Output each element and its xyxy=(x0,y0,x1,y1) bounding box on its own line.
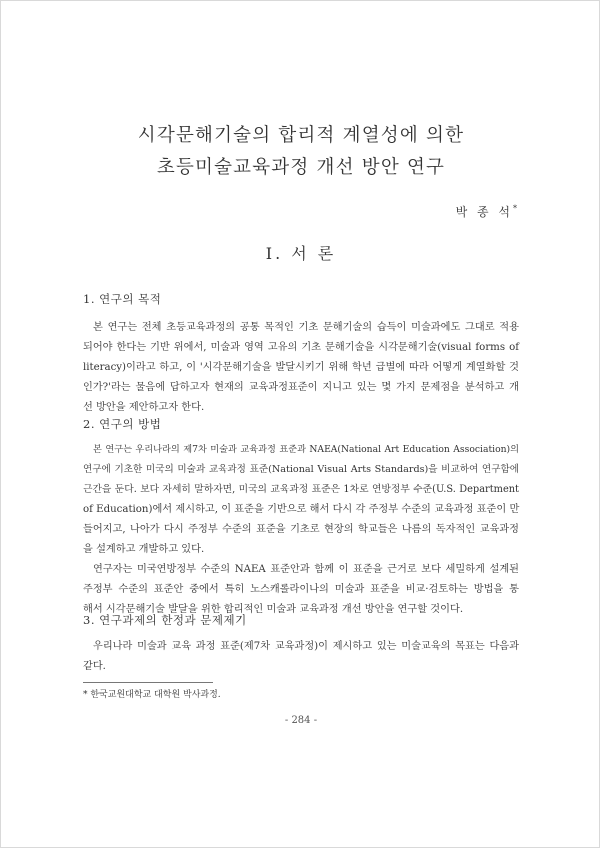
text-line: literacy)이라고 하고, 이 '시각문해기술을 발달시키기 위해 학년 급별에 따라 어떻게 계열화할 것 xyxy=(83,362,519,373)
text-line: 연구에 기초한 미국의 미술과 교육과정 표준(National Visual Arts Standards)을 비교하여 연구함에 xyxy=(83,464,519,475)
author xyxy=(456,203,517,220)
author-footnote-mark: * xyxy=(513,204,517,213)
subsection-heading-purpose: 1. 연구의 목적 xyxy=(83,292,162,306)
footnote: * 한국교원대학교 대학원 박사과정. xyxy=(83,690,221,700)
paragraph-purpose xyxy=(83,318,519,418)
subsection-heading-scope: 3. 연구과제의 한정과 문제제기 xyxy=(83,613,247,627)
text-line: 들어지고, 나아가 다시 주정부 수준의 표준을 기초로 현장의 학교들은 나름의 독자적인 교육과정 xyxy=(83,524,519,535)
paragraph-scope xyxy=(83,637,519,677)
author-name: 박 종 석 xyxy=(455,205,513,219)
text-line: 우리나라 미술과 교육 과정 표준(제7차 교육과정)이 제시하고 있는 미술교육의 목표는 다음과 xyxy=(93,641,519,652)
paper-page xyxy=(83,1,519,848)
text-line: 선 방안을 제안하고자 한다. xyxy=(83,402,205,413)
text-line: 근간을 둔다. 보다 자세히 말하자면, 미국의 교육과정 표준은 1차로 연방정부 수준(U.S. Department xyxy=(83,484,519,495)
page-number: - 284 - xyxy=(284,715,318,726)
paper-title-line-1: 시각문해기술의 합리적 계열성에 의한 xyxy=(137,125,465,146)
text-line: 을 설계하고 개발하고 있다. xyxy=(83,544,205,555)
text-line: 인가?'라는 물음에 답하고자 현재의 교육과정표준이 지니고 있는 몇 가지 문제점을 분석하고 개 xyxy=(83,382,519,393)
text-line: 본 연구는 전체 초등교육과정의 공통 목적인 기초 문해기술의 습득이 미술과에도 그대로 적용 xyxy=(93,322,519,333)
footnote-rule xyxy=(83,682,213,683)
text-line: 같다. xyxy=(83,661,106,672)
text-line: 본 연구는 우리나라의 제7차 미술과 교육과정 표준과 NAEA(National Art Education Association)의 xyxy=(93,444,519,455)
subsection-heading-method: 2. 연구의 방법 xyxy=(83,417,162,431)
text-line: 해서 시각문해기술 발달을 위한 합리적인 미술과 교육과정 개선 방안을 연구할 것이다. xyxy=(83,604,464,615)
text-line: 되어야 한다는 기반 위에서, 미술과 영역 고유의 기초 문해기술을 시각문해기술(visual forms of xyxy=(83,342,519,353)
paper-title-line-2: 초등미술교육과정 개선 방안 연구 xyxy=(156,157,446,178)
text-line: 연구자는 미국연방정부 수준의 NAEA 표준안과 함께 이 표준을 근거로 보다 세밀하게 설계된 xyxy=(93,564,519,575)
text-line: of Education)에서 제시하고, 이 표준을 기반으로 해서 다시 각 주정부 수준의 교육과정 표준이 만 xyxy=(83,504,520,515)
text-line: 주정부 수준의 표준안 중에서 특히 노스캐롤라이나의 미술과 표준을 비교·검토하는 방법을 통 xyxy=(83,584,519,595)
section-heading: Ⅰ. 서 론 xyxy=(265,244,337,263)
paragraph-method xyxy=(83,440,519,620)
